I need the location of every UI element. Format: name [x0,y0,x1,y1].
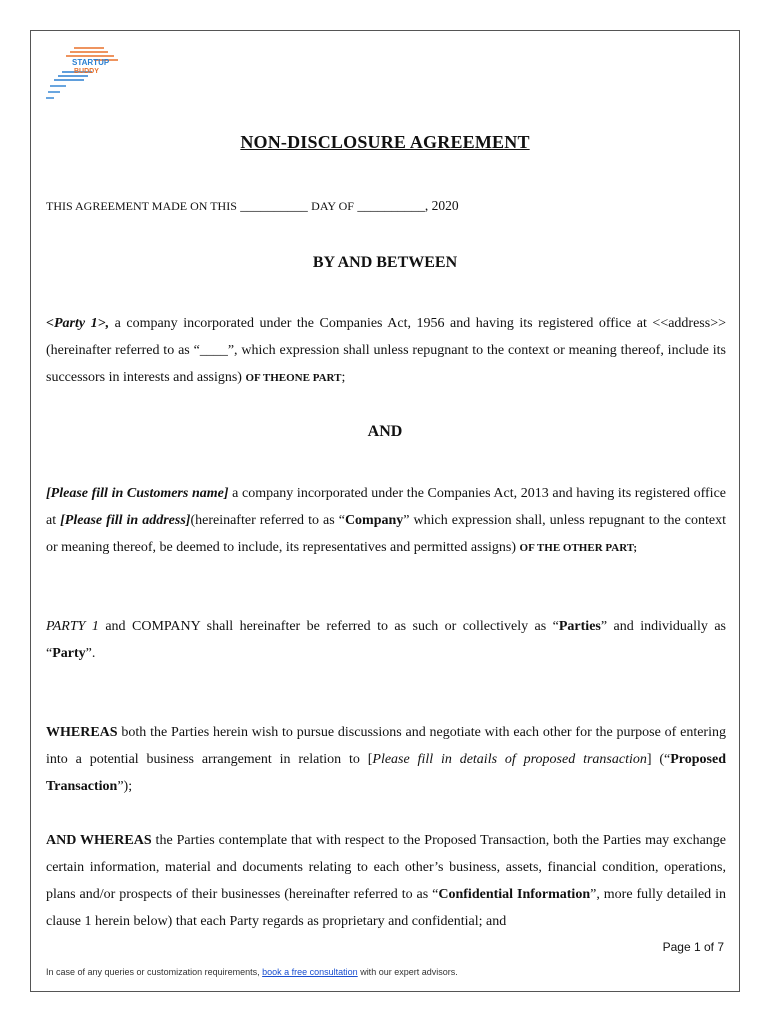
page-number: Page 1 of 7 [662,940,724,954]
whereas-text3: ”); [117,779,133,794]
startup-buddy-logo [44,42,124,104]
party2-text2: (hereinafter referred to as “ [190,513,345,528]
parties-text1: and COMPANY shall hereinafter be referred to as such or collectively as “ [98,619,559,634]
whereas-lead: WHEREAS [46,725,118,740]
party2-address: [Please fill in address] [60,513,191,528]
and-whereas-text2: ”, more fully detailed in clause 1 herein below) that each Party regards as proprietary and confidential; and [46,887,726,929]
whereas-text1: both the Parties herein wish to pursue discussions and negotiate with each other for the purpose of entering into a potential business arrangement in relation to [ [46,725,726,767]
party-term: Party [52,646,86,661]
logo-text-2: BUDDY [74,68,99,75]
party2-part: OF THE OTHER PART; [519,542,637,554]
footer-pre: In case of any queries or customization requirements, [46,967,263,977]
logo-text-1: STARTUP [72,58,110,67]
and-whereas-paragraph [46,827,726,935]
whereas-fill: Please fill in details of proposed transaction [372,752,647,767]
party1-end: ; [341,370,346,385]
and-whereas-text1: the Parties contemplate that with respect to the Proposed Transaction, both the Parties may exchange certain information, material and documents relating to each other’s business, assets, financial condition, operations, plans and/or prospects of their businesses (hereinafter referred to as “ [46,833,726,902]
party1-name: <Party 1>, [46,316,110,331]
by-and-between-heading: BY AND BETWEEN [312,254,458,271]
footer-post: with our expert advisors. [357,967,458,977]
agreement-date-line [46,198,459,214]
party1-ref: PARTY 1 [46,619,99,634]
month-blank: __________ [357,198,425,213]
and-whereas-lead: AND WHEREAS [46,833,152,848]
party2-paragraph [46,480,726,562]
consultation-link[interactable]: book a free consultation [262,967,358,977]
and-heading: AND [367,423,403,440]
parties-text2: ” and individually as “ [46,619,726,661]
parties-text3: ”. [85,646,96,661]
whereas-text2: ] (“ [646,752,671,767]
proposed-transaction-term: Proposed Transaction [46,752,726,794]
parties-definition-paragraph [46,613,726,667]
footer-note [46,967,458,977]
year: , 2020 [424,198,459,213]
company-term: Company [344,513,404,528]
party2-name: [Please fill in Customers name] [46,486,229,501]
made-prefix: THIS AGREEMENT MADE ON THIS [46,199,237,213]
confidential-information-term: Confidential Information [438,887,591,902]
party2-text1: a company incorporated under the Companies Act, 2013 and having its registered office at [46,486,726,528]
whereas-paragraph [46,719,726,800]
day-of: DAY OF [311,199,354,213]
party2-text3: ” which expression shall, unless repugnant to the context or meaning thereof, be deemed to include, its representatives and permitted assigns) [46,513,726,555]
party1-part: OF THEONE PART [245,372,342,384]
party1-text: a company incorporated under the Companies Act, 1956 and having its registered office at <<address>>(hereinafter referred to as “____”, which expression shall unless repugnant to the context or meaning thereof, include its successors in interests and assigns) [46,316,726,385]
party1-paragraph [46,310,726,392]
parties-term: Parties [558,619,601,634]
day-blank: __________ [240,198,308,213]
document-title: NON-DISCLOSURE AGREEMENT [240,132,530,152]
